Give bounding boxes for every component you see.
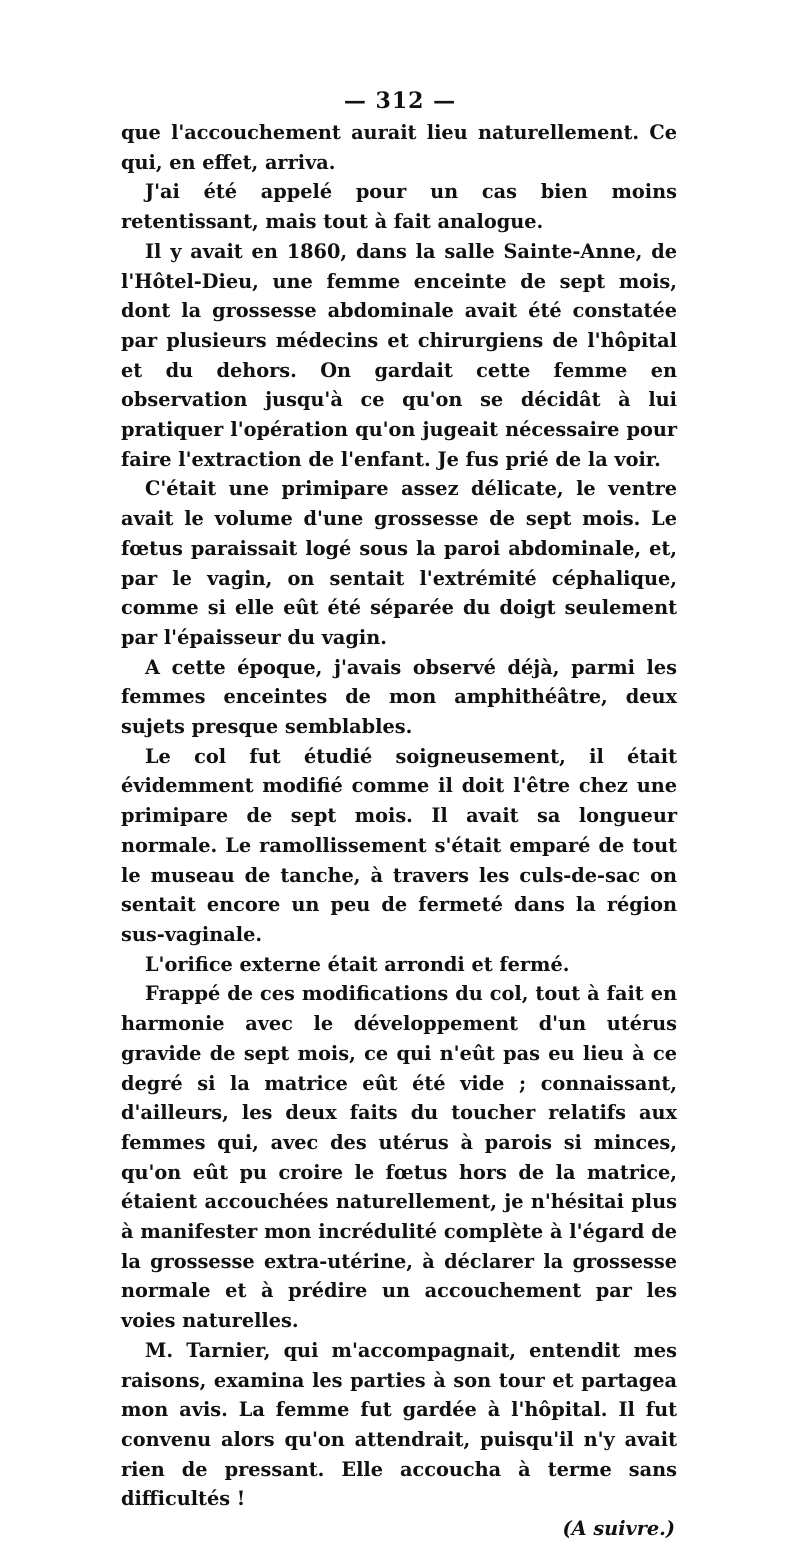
paragraph-3: Il y avait en 1860, dans la salle Sainte-Anne, de l'Hôtel-Dieu, une femme enceinte de sept mois, dont la grossesse abdominale avait été constatée par plusieurs médecins et chirurgiens de l'hôpital et du dehors. On gardait cette femme en observation jusqu'à ce qu'on se décidât à lui pratiquer l'opération qu'on jugeait nécessaire pour faire l'extraction de l'enfant. Je fus prié de la voir. [121, 239, 677, 471]
page-number: — 312 — [343, 88, 457, 114]
paragraph-9: M. Tarnier, qui m'accompagnait, entendit mes raisons, examina les parties à son tour et partagea mon avis. La femme fut gardée à l'hôpital. Il fut convenu alors qu'on attendrait, puisqu'il n'y avait rien de pressant. Elle accoucha à terme sans difficultés ! [121, 1338, 677, 1511]
paragraph-1: que l'accouchement aurait lieu naturellement. Ce qui, en effet, arriva. [121, 121, 677, 174]
paragraph-7: L'orifice externe était arrondi et fermé. [145, 952, 570, 976]
paragraph-4: C'était une primipare assez délicate, le ventre avait le volume d'une grossesse de sept mois. Le fœtus paraissait logé sous la paroi abdominale, et, par le vagin, on sentait l'extrémité céphalique, comme si elle eût été séparée du doigt seulement par l'épaisseur du vagin. [121, 477, 677, 649]
paragraph-2: J'ai été appelé pour un cas bien moins retentissant, mais tout à fait analogue. [121, 180, 677, 234]
paragraph-5: A cette époque, j'avais observé déjà, parmi les femmes enceintes de mon amphithéâtre, deux sujets presque semblables. [121, 655, 677, 739]
to-be-continued: (A suivre.) [562, 1517, 675, 1541]
paragraph-8: Frappé de ces modifications du col, tout à fait en harmonie avec le développement d'un utérus gravide de sept mois, ce qui n'eût pas eu lieu à ce degré si la matrice eût été vide ; connaissant, d'ailleurs, les deux faits du toucher relatifs aux femmes qui, avec des utérus à parois si minces, qu'on eût pu croire le fœtus hors de la matrice, étaient accouchées naturellement, je n'hésitai plus à manifester mon incrédulité complète à l'égard de la grossesse extra-utérine, à déclarer la grossesse normale et à prédire un accouchement par les voies naturelles. [121, 982, 677, 1333]
paragraph-6: Le col fut étudié soigneusement, il était évidemment modifié comme il doit l'être chez une primipare de sept mois. Il avait sa longueur normale. Le ramollissement s'était emparé de tout le museau de tanche, à travers les culs-de-sac on sentait encore un peu de fermeté dans la région sus-vaginale. [121, 744, 677, 946]
body-text [121, 118, 677, 1544]
